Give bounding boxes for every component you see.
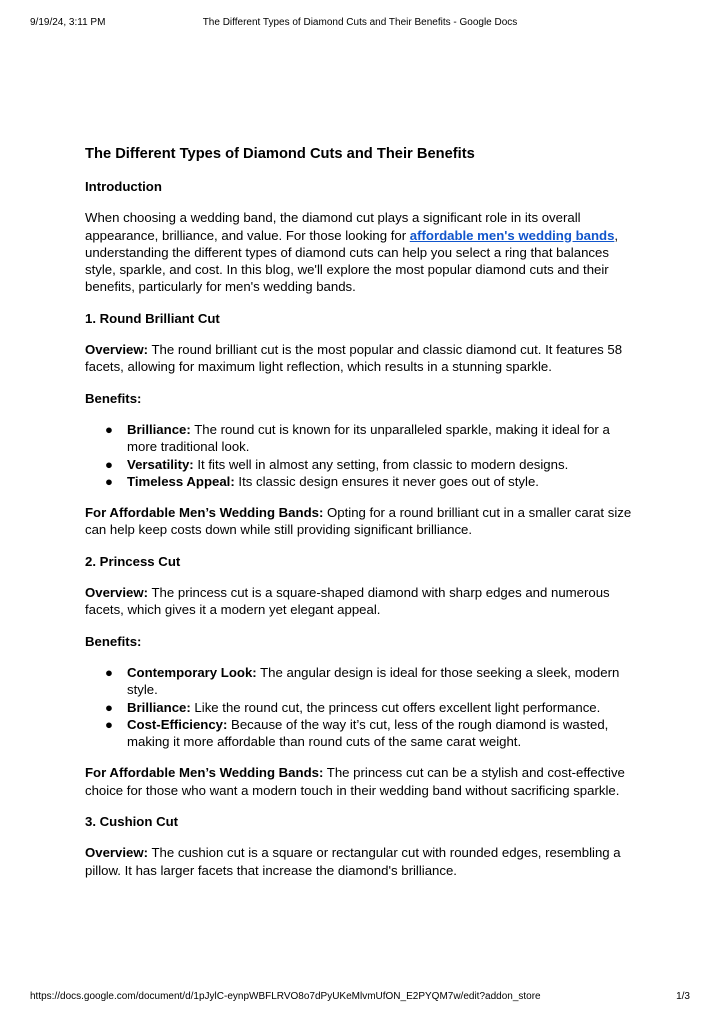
benefit-label: Timeless Appeal:	[127, 473, 235, 489]
overview-label: Overview:	[85, 342, 149, 358]
bullet-icon: ●	[105, 421, 113, 437]
benefit-label: Cost-Efficiency:	[127, 716, 228, 732]
list-item	[85, 716, 640, 751]
bullet-icon: ●	[105, 716, 113, 732]
overview-label: Overview:	[85, 585, 149, 601]
list-item	[85, 473, 640, 490]
benefit-text: Because of the way it’s cut, less of the rough diamond is wasted, making it more affordable than round cuts of the same carat weight.	[127, 716, 609, 750]
print-footer	[30, 990, 690, 1004]
list-item	[85, 456, 640, 473]
overview-paragraph	[85, 844, 640, 879]
print-url: https://docs.google.com/document/d/1pJylC-eynpWBFLRVO8o7dPyUKeMlvmUfON_E2PYQM7w/edit?addon_store	[30, 991, 541, 1002]
affordable-paragraph	[85, 504, 640, 539]
affordable-paragraph	[85, 764, 640, 799]
print-header	[30, 16, 690, 30]
section-heading-round-brilliant: 1. Round Brilliant Cut	[85, 310, 220, 326]
affordable-text: Opting for a round brilliant cut in a smaller carat size can help keep costs down while still providing significant brilliance.	[85, 505, 632, 538]
intro-paragraph	[85, 209, 640, 295]
overview-label: Overview:	[85, 845, 149, 861]
benefit-text: Its classic design ensures it never goes out of style.	[234, 473, 539, 489]
benefit-text: It fits well in almost any setting, from classic to modern designs.	[193, 456, 569, 472]
benefits-heading: Benefits:	[85, 390, 142, 406]
intro-text-end: , understanding the different types of diamond cuts can help you select a ring that balances style, sparkle, and cost. In this blog, we'll explore the most popular diamond cuts and their benefits, particularly for men's wedding bands.	[85, 227, 619, 295]
overview-text: The cushion cut is a square or rectangular cut with rounded edges, resembling a pillow. It has larger facets that increase the diamond's brilliance.	[85, 845, 621, 878]
overview-paragraph	[85, 341, 640, 376]
bullet-icon: ●	[105, 664, 113, 680]
overview-paragraph	[85, 584, 640, 619]
affordable-label: For Affordable Men’s Wedding Bands:	[85, 505, 324, 521]
document-title: The Different Types of Diamond Cuts and Their Benefits	[85, 146, 475, 162]
benefit-text: Like the round cut, the princess cut offers excellent light performance.	[190, 699, 601, 715]
page-number: 1/3	[676, 991, 690, 1002]
list-item	[85, 664, 640, 699]
print-doc-title: The Different Types of Diamond Cuts and Their Benefits - Google Docs	[202, 17, 518, 28]
benefits-list	[85, 664, 640, 750]
section-heading-princess: 2. Princess Cut	[85, 553, 181, 569]
section-heading-cushion: 3. Cushion Cut	[85, 814, 179, 830]
bullet-icon: ●	[105, 699, 113, 715]
affordable-bands-link[interactable]: affordable men's wedding bands	[409, 227, 615, 243]
benefit-label: Brilliance:	[127, 699, 191, 715]
benefit-text: The round cut is known for its unparalleled sparkle, making it ideal for a more traditional look.	[127, 421, 610, 455]
overview-text: The princess cut is a square-shaped diamond with sharp edges and numerous facets, which gives it a modern yet elegant appeal.	[85, 585, 610, 618]
affordable-text: The princess cut can be a stylish and cost-effective choice for those who want a modern touch in their wedding band without sacrificing sparkle.	[85, 765, 625, 798]
document-body	[85, 144, 640, 893]
affordable-label: For Affordable Men’s Wedding Bands:	[85, 765, 324, 781]
list-item	[85, 421, 640, 456]
overview-text: The round brilliant cut is the most popular and classic diamond cut. It features 58 facets, allowing for maximum light reflection, which results in a stunning sparkle.	[85, 342, 623, 375]
print-datetime: 9/19/24, 3:11 PM	[30, 17, 106, 28]
bullet-icon: ●	[105, 473, 113, 489]
benefit-label: Contemporary Look:	[127, 664, 257, 680]
benefits-heading: Benefits:	[85, 633, 142, 649]
benefit-text: The angular design is ideal for those seeking a sleek, modern style.	[127, 664, 620, 698]
intro-heading: Introduction	[85, 179, 162, 194]
bullet-icon: ●	[105, 456, 113, 472]
benefit-label: Versatility:	[127, 456, 194, 472]
benefits-list	[85, 421, 640, 490]
benefit-label: Brilliance:	[127, 421, 191, 437]
list-item	[85, 699, 640, 716]
intro-text-start: When choosing a wedding band, the diamond cut plays a significant role in its overall appearance, brilliance, and value. For those looking for	[85, 210, 581, 243]
